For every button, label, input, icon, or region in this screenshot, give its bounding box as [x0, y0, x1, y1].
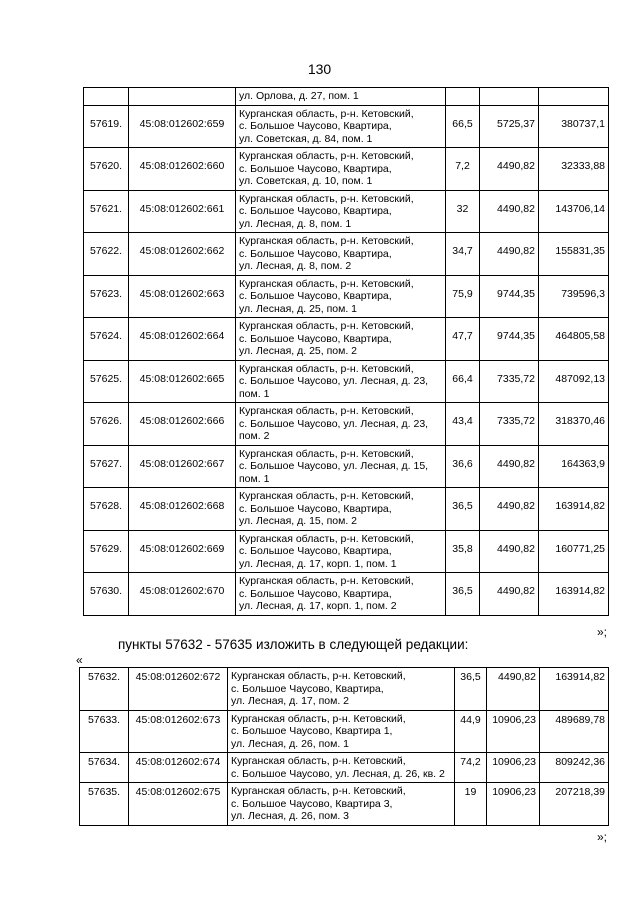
area-cell: 36,5 [446, 488, 480, 531]
table-row [84, 190, 609, 233]
address-line: с. Большое Чаусово, Квартира, [239, 502, 392, 515]
table-row [80, 783, 609, 826]
price-cell: 4490,82 [480, 573, 539, 616]
address-line: с. Большое Чаусово, Квартира 3, [231, 797, 393, 810]
number-cell: 57621. [84, 190, 129, 233]
address-line: с. Большое Чаусово, ул. Лесная, д. 23, [239, 375, 429, 387]
number-cell: 57626. [84, 403, 129, 446]
address-line: пом. 1 [239, 387, 270, 400]
number-cell: 57622. [84, 233, 129, 276]
address-line: Курганская область, р-н. Кетовский, [239, 107, 414, 120]
address-line: с. Большое Чаусово, Квартира, [239, 120, 392, 132]
address-cell [236, 573, 446, 616]
closing-quote-1: »; [597, 625, 608, 639]
table-row-continuation [84, 88, 609, 106]
area-cell [446, 88, 480, 106]
cadastral-cell [129, 88, 236, 106]
table-row [84, 233, 609, 276]
cadastral-cell: 45:08:012602:672 [129, 668, 228, 711]
number-cell: 57629. [84, 530, 129, 573]
address-cell [228, 753, 455, 783]
area-cell: 74,2 [455, 753, 487, 783]
price-cell: 5725,37 [480, 105, 539, 148]
cost-cell: 32333,88 [539, 148, 609, 191]
address-line: с. Большое Чаусово, Квартира, [239, 205, 392, 217]
address-cell [236, 190, 446, 233]
price-cell: 9744,35 [480, 275, 539, 318]
table-row [84, 530, 609, 573]
address-cell [236, 445, 446, 488]
address-line: ул. Лесная, д. 17, пом. 2 [231, 695, 350, 707]
price-cell: 10906,23 [487, 710, 540, 753]
cost-cell: 143706,14 [539, 190, 609, 233]
table-row [84, 403, 609, 446]
cadastral-cell: 45:08:012602:673 [129, 710, 228, 753]
number-cell: 57634. [80, 753, 129, 783]
cost-cell: 489689,78 [540, 710, 609, 753]
address-cell [236, 360, 446, 403]
cost-cell: 155831,35 [539, 233, 609, 276]
number-cell: 57627. [84, 445, 129, 488]
address-line: с. Большое Чаусово, Квартира, [239, 545, 392, 557]
area-cell: 47,7 [446, 318, 480, 361]
address-line: ул. Советская, д. 84, пом. 1 [239, 132, 373, 145]
address-line: ул. Лесная, д. 8, пом. 2 [239, 260, 352, 272]
area-cell: 34,7 [446, 233, 480, 276]
table-row [80, 668, 609, 711]
number-cell: 57635. [80, 783, 129, 826]
cost-cell: 163914,82 [539, 488, 609, 531]
address-cell [228, 710, 455, 753]
number-cell: 57632. [80, 668, 129, 711]
area-cell: 32 [446, 190, 480, 233]
address-line: с. Большое Чаусово, Квартира, [231, 682, 384, 695]
table-row [84, 360, 609, 403]
address-cell [236, 403, 446, 446]
address-line: Курганская область, р-н. Кетовский, [239, 277, 414, 290]
cadastral-cell: 45:08:012602:660 [129, 148, 236, 191]
cadastral-cell: 45:08:012602:662 [129, 233, 236, 276]
price-cell: 10906,23 [487, 783, 540, 826]
cadastral-cell: 45:08:012602:666 [129, 403, 236, 446]
cadastral-cell: 45:08:012602:674 [129, 753, 228, 783]
address-line: с. Большое Чаусово, Квартира, [239, 247, 392, 260]
number-cell: 57619. [84, 105, 129, 148]
address-cell: ул. Орлова, д. 27, пом. 1 [236, 88, 446, 106]
cadastral-cell: 45:08:012602:675 [129, 783, 228, 826]
address-cell [236, 233, 446, 276]
number-cell [84, 88, 129, 106]
address-cell [228, 668, 455, 711]
cadastral-cell: 45:08:012602:669 [129, 530, 236, 573]
address-cell [228, 783, 455, 826]
page-number: 130 [307, 61, 332, 77]
cadastral-cell: 45:08:012602:663 [129, 275, 236, 318]
cost-cell: 809242,36 [540, 753, 609, 783]
address-line: ул. Лесная, д. 17, корп. 1, пом. 1 [239, 557, 397, 570]
address-line: с. Большое Чаусово, Квартира, [239, 587, 392, 600]
cost-cell: 207218,39 [540, 783, 609, 826]
cost-cell: 487092,13 [539, 360, 609, 403]
number-cell: 57625. [84, 360, 129, 403]
address-cell [236, 318, 446, 361]
area-cell: 7,2 [446, 148, 480, 191]
cost-cell: 464805,58 [539, 318, 609, 361]
price-cell: 4490,82 [480, 148, 539, 191]
table-row [84, 318, 609, 361]
address-line: Курганская область, р-н. Кетовский, [239, 405, 414, 417]
number-cell: 57630. [84, 573, 129, 616]
address-line: с. Большое Чаусово, ул. Лесная, д. 23, [239, 417, 429, 430]
price-cell: 7335,72 [480, 360, 539, 403]
price-cell: 4490,82 [480, 190, 539, 233]
address-cell [236, 275, 446, 318]
address-line: с. Большое Чаусово, ул. Лесная, д. 15, [239, 460, 429, 472]
address-line: с. Большое Чаусово, Квартира, [239, 332, 392, 345]
area-cell: 43,4 [446, 403, 480, 446]
price-cell: 7335,72 [480, 403, 539, 446]
cost-cell: 380737,1 [539, 105, 609, 148]
area-cell: 66,5 [446, 105, 480, 148]
address-cell [236, 530, 446, 573]
area-cell: 36,5 [455, 668, 487, 711]
table-row [84, 105, 609, 148]
address-line: ул. Лесная, д. 25, пом. 1 [239, 302, 358, 315]
table-row [84, 275, 609, 318]
number-cell: 57623. [84, 275, 129, 318]
price-cell: 4490,82 [487, 668, 540, 711]
address-line: Курганская область, р-н. Кетовский, [239, 150, 414, 162]
address-line: Курганская область, р-н. Кетовский, [239, 362, 414, 375]
address-line: пом. 1 [239, 472, 270, 485]
cost-cell: 164363,9 [539, 445, 609, 488]
area-cell: 66,4 [446, 360, 480, 403]
cadastral-cell: 45:08:012602:661 [129, 190, 236, 233]
area-cell: 44,9 [455, 710, 487, 753]
address-line: с. Большое Чаусово, Квартира 1, [231, 725, 393, 737]
table-row [80, 710, 609, 753]
cost-cell: 318370,46 [539, 403, 609, 446]
address-line: с. Большое Чаусово, ул. Лесная, д. 26, кв. 2 [231, 767, 445, 780]
cost-cell: 160771,25 [539, 530, 609, 573]
address-line: ул. Лесная, д. 15, пом. 2 [239, 515, 358, 527]
address-line: Курганская область, р-н. Кетовский, [239, 490, 414, 502]
address-line: с. Большое Чаусово, Квартира, [239, 162, 392, 175]
cadastral-cell: 45:08:012602:670 [129, 573, 236, 616]
table-row [80, 753, 609, 783]
area-cell: 19 [455, 783, 487, 826]
price-cell: 4490,82 [480, 233, 539, 276]
address-line: ул. Лесная, д. 25, пом. 2 [239, 345, 358, 357]
address-line: Курганская область, р-н. Кетовский, [239, 532, 414, 545]
address-line: ул. Советская, д. 10, пом. 1 [239, 175, 373, 187]
area-cell: 75,9 [446, 275, 480, 318]
address-line: Курганская область, р-н. Кетовский, [239, 575, 414, 587]
cost-cell: 163914,82 [539, 573, 609, 616]
cost-cell [539, 88, 609, 106]
table-row [84, 573, 609, 616]
number-cell: 57624. [84, 318, 129, 361]
address-line: Курганская область, р-н. Кетовский, [239, 235, 414, 247]
address-line: Курганская область, р-н. Кетовский, [231, 712, 406, 725]
price-cell [480, 88, 539, 106]
number-cell: 57620. [84, 148, 129, 191]
address-cell [236, 105, 446, 148]
address-cell [236, 148, 446, 191]
address-line: ул. Лесная, д. 17, корп. 1, пом. 2 [239, 600, 397, 612]
cost-cell: 163914,82 [540, 668, 609, 711]
area-cell: 36,5 [446, 573, 480, 616]
table-row [84, 148, 609, 191]
price-cell: 4490,82 [480, 488, 539, 531]
number-cell: 57628. [84, 488, 129, 531]
address-line: Курганская область, р-н. Кетовский, [231, 670, 406, 682]
cadastral-cell: 45:08:012602:659 [129, 105, 236, 148]
amendment-instruction: пункты 57632 - 57635 изложить в следующей редакции: [118, 637, 469, 652]
area-cell: 36,6 [446, 445, 480, 488]
cadastral-cell: 45:08:012602:668 [129, 488, 236, 531]
cadastral-cell: 45:08:012602:664 [129, 318, 236, 361]
price-cell: 10906,23 [487, 753, 540, 783]
price-cell: 4490,82 [480, 445, 539, 488]
price-cell: 4490,82 [480, 530, 539, 573]
number-cell: 57633. [80, 710, 129, 753]
address-line: Курганская область, р-н. Кетовский, [231, 785, 406, 797]
address-line: ул. Лесная, д. 26, пом. 3 [231, 810, 350, 822]
cost-cell: 739596,3 [539, 275, 609, 318]
address-line: пом. 2 [239, 430, 270, 442]
cadastral-cell: 45:08:012602:667 [129, 445, 236, 488]
cadastral-cell: 45:08:012602:665 [129, 360, 236, 403]
address-line: Курганская область, р-н. Кетовский, [231, 755, 406, 767]
property-table-continued [83, 87, 609, 616]
address-cell [236, 488, 446, 531]
address-line: ул. Лесная, д. 8, пом. 1 [239, 217, 352, 230]
opening-quote: « [76, 653, 83, 667]
address-line: с. Большое Чаусово, Квартира, [239, 290, 392, 302]
table-row [84, 445, 609, 488]
closing-quote-2: »; [597, 830, 608, 844]
address-line: Курганская область, р-н. Кетовский, [239, 192, 414, 205]
price-cell: 9744,35 [480, 318, 539, 361]
address-line: Курганская область, р-н. Кетовский, [239, 447, 414, 460]
address-line: ул. Лесная, д. 26, пом. 1 [231, 737, 350, 750]
table-row [84, 488, 609, 531]
address-line: Курганская область, р-н. Кетовский, [239, 320, 414, 332]
area-cell: 35,8 [446, 530, 480, 573]
property-table-amended [79, 667, 609, 826]
